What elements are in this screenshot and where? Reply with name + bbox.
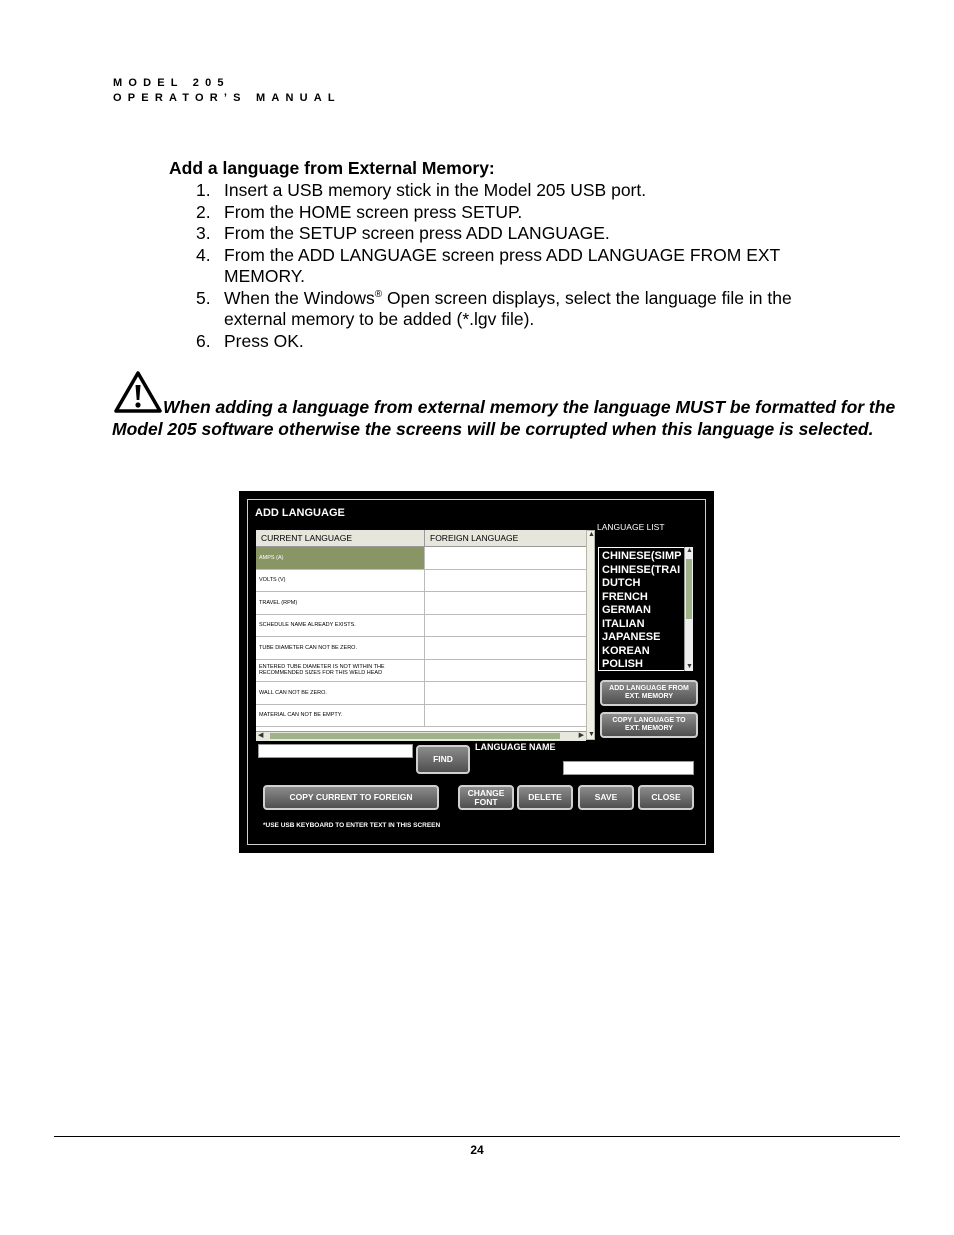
foreign-cell[interactable]: [425, 637, 588, 659]
table-row[interactable]: [256, 660, 588, 683]
language-name-field[interactable]: [563, 761, 694, 775]
column-foreign-language: FOREIGN LANGUAGE: [430, 533, 519, 543]
list-item[interactable]: ITALIAN: [602, 617, 645, 630]
change-font-button[interactable]: [458, 785, 514, 810]
table-row[interactable]: [256, 547, 588, 570]
current-cell: MATERIAL CAN NOT BE EMPTY.: [256, 705, 425, 727]
button-label-line: EXT. MEMORY: [625, 725, 673, 732]
header-manual: OPERATOR’S MANUAL: [113, 92, 341, 104]
foreign-cell[interactable]: [425, 570, 588, 592]
table-vertical-scrollbar[interactable]: [586, 530, 595, 740]
button-label-line: EXT. MEMORY: [625, 693, 673, 700]
copy-language-to-ext-memory-button[interactable]: [600, 712, 698, 738]
list-item[interactable]: POLISH: [602, 658, 643, 670]
section-title: Add a language from External Memory:: [169, 158, 495, 178]
scroll-left-icon[interactable]: ◀: [258, 732, 264, 739]
current-cell: AMPS (A): [256, 547, 425, 569]
button-label-line: COPY LANGUAGE TO: [612, 717, 686, 724]
button-label: [609, 685, 689, 701]
table-row[interactable]: [256, 592, 588, 615]
step-number: 6.: [196, 330, 211, 351]
current-cell: TUBE DIAMETER CAN NOT BE ZERO.: [256, 637, 425, 659]
copy-current-to-foreign-button[interactable]: COPY CURRENT TO FOREIGN: [263, 785, 439, 810]
step-text: Insert a USB memory stick in the Model 205 USB port.: [224, 180, 647, 200]
list-item: [196, 202, 846, 224]
screen-title: ADD LANGUAGE: [255, 507, 345, 519]
step-number: 3.: [196, 223, 211, 243]
foreign-cell[interactable]: [425, 682, 588, 704]
list-item: [196, 180, 846, 202]
foreign-cell[interactable]: [425, 615, 588, 637]
page-number: 24: [470, 1143, 484, 1157]
footer-rule: [54, 1136, 900, 1137]
delete-button[interactable]: DELETE: [517, 785, 573, 810]
add-language-from-ext-memory-button[interactable]: [600, 680, 698, 706]
foreign-cell[interactable]: [425, 705, 588, 727]
button-label: [612, 717, 685, 733]
step-text-part: When the Windows: [224, 287, 375, 308]
language-name-label: LANGUAGE NAME: [475, 742, 556, 752]
table-row[interactable]: [256, 615, 588, 638]
search-input[interactable]: [258, 744, 413, 758]
current-cell: ENTERED TUBE DIAMETER IS NOT WITHIN THE RECOMMENDED SIZES FOR THIS WELD HEAD: [256, 660, 425, 682]
step-number: 4.: [196, 244, 211, 265]
list-item[interactable]: CHINESE(SIMP: [602, 550, 682, 562]
list-item[interactable]: CHINESE(TRAI: [602, 563, 681, 576]
current-cell: SCHEDULE NAME ALREADY EXISTS.: [256, 615, 425, 637]
warning-text: When adding a language from external memory the language MUST be formatted for the Model 205 software otherwise the screens will be corrupted when this language is selected.: [112, 397, 896, 439]
step-text: From the ADD LANGUAGE screen press ADD LANGUAGE FROM EXT MEMORY.: [224, 244, 780, 286]
table-header: [256, 530, 588, 547]
scrollbar-thumb[interactable]: [270, 733, 560, 739]
step-text: From the HOME screen press SETUP.: [224, 201, 523, 222]
save-button[interactable]: SAVE: [578, 785, 634, 810]
table-row[interactable]: [256, 705, 588, 728]
current-cell: VOLTS (V): [256, 570, 425, 592]
table-horizontal-scrollbar[interactable]: [256, 731, 586, 741]
step-number: 2.: [196, 201, 211, 222]
foreign-cell[interactable]: [425, 592, 588, 614]
scroll-up-icon[interactable]: ▲: [686, 547, 693, 554]
close-button[interactable]: CLOSE: [638, 785, 694, 810]
step-text: [224, 288, 846, 331]
current-cell: TRAVEL (RPM): [256, 592, 425, 614]
language-list[interactable]: [598, 547, 693, 671]
scroll-up-icon[interactable]: ▲: [588, 531, 595, 538]
scroll-right-icon[interactable]: ▶: [578, 732, 584, 739]
list-item[interactable]: JAPANESE: [602, 631, 661, 643]
registered-mark: ®: [374, 288, 383, 300]
find-button[interactable]: FIND: [416, 745, 470, 774]
language-list-scrollbar[interactable]: [684, 547, 693, 671]
button-label-line: ADD LANGUAGE FROM: [609, 685, 689, 692]
foreign-cell[interactable]: [425, 660, 588, 682]
button-label: [468, 789, 505, 807]
scroll-down-icon[interactable]: ▼: [686, 663, 693, 670]
table-row[interactable]: [256, 682, 588, 705]
header-model: MODEL 205: [113, 77, 230, 89]
table-row[interactable]: [256, 570, 588, 593]
step-text: From the SETUP screen press ADD LANGUAGE.: [224, 223, 610, 243]
step-number: 5.: [196, 287, 211, 308]
list-item: [196, 245, 846, 288]
translation-table: [256, 530, 588, 740]
table-row[interactable]: [256, 637, 588, 660]
scroll-down-icon[interactable]: ▼: [588, 731, 595, 738]
add-language-screenshot: [239, 491, 714, 853]
list-item: [196, 331, 846, 353]
list-item: [196, 223, 846, 245]
language-list-label: LANGUAGE LIST: [597, 522, 665, 532]
list-item[interactable]: KOREAN: [602, 644, 650, 657]
list-item[interactable]: FRENCH: [602, 590, 648, 603]
list-item: [196, 288, 846, 331]
document-header: [113, 76, 341, 106]
foreign-cell[interactable]: [425, 547, 588, 569]
current-cell: WALL CAN NOT BE ZERO.: [256, 682, 425, 704]
step-text-part: Open screen displays, select the language file in the external memory to be added (*.lgv file).: [224, 287, 792, 329]
button-label-line: CHANGE: [467, 787, 505, 798]
list-item[interactable]: GERMAN: [602, 604, 651, 616]
scrollbar-thumb[interactable]: [686, 559, 692, 619]
list-item[interactable]: DUTCH: [602, 577, 641, 589]
steps-list: [196, 180, 846, 352]
usb-keyboard-note: *USE USB KEYBOARD TO ENTER TEXT IN THIS SCREEN: [263, 822, 441, 829]
button-label-line: FONT: [474, 796, 498, 807]
step-number: 1.: [196, 180, 211, 200]
column-current-language: CURRENT LANGUAGE: [256, 530, 425, 546]
step-text: Press OK.: [224, 330, 304, 351]
